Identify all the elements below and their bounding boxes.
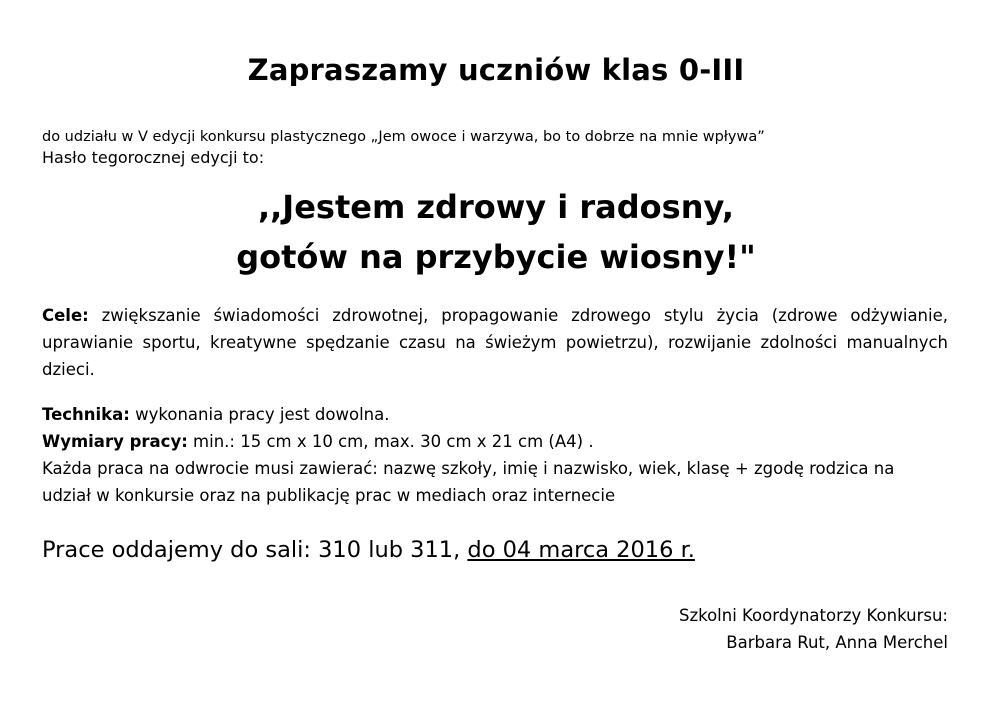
page-title: Zapraszamy uczniów klas 0-III: [247, 53, 745, 87]
slogan-lead-line: Hasło tegorocznej edycji to:: [42, 148, 265, 167]
technique-line: [42, 401, 948, 428]
technique-label: Technika:: [42, 405, 130, 424]
slogan-line-2: gotów na przybycie wiosny!": [236, 238, 756, 276]
deadline-line: [42, 533, 695, 567]
requirements-text: Każda praca na odwrocie musi zawierać: nazwę szkoły, imię i nazwisko, wiek, klasę + zgodę rodzica na udział w konkursie oraz na publikację prac w mediach oraz internecie: [42, 459, 895, 505]
dimensions-label: Wymiary pracy:: [42, 432, 188, 451]
coordinators-heading: Szkolni Koordynatorzy Konkursu:: [678, 606, 948, 625]
slogan: [0, 182, 992, 282]
intro-line: do udziału w V edycji konkursu plastycznego „Jem owoce i warzywa, bo to dobrze na mnie wpływa”: [42, 129, 765, 145]
dimensions-line: [42, 428, 948, 455]
goals-label: Cele:: [42, 306, 89, 325]
goals-paragraph: [42, 302, 948, 383]
deadline-date: do 04 marca 2016 r.: [467, 537, 695, 563]
intro-block: [42, 127, 765, 169]
coordinators-names: Barbara Rut, Anna Merchel: [726, 633, 948, 652]
coordinators-block: [679, 602, 948, 656]
deadline-text: Prace oddajemy do sali: 310 lub 311,: [42, 537, 468, 563]
dimensions-text: min.: 15 cm x 10 cm, max. 30 cm x 21 cm (A4) .: [187, 432, 594, 451]
goals-text: zwiększanie świadomości zdrowotnej, propagowanie zdrowego stylu życia (zdrowe odżywianie, uprawianie sportu, kreatywne spędzanie czasu na świeżym powietrzu), rozwijanie zdolności manualnych dzieci.: [42, 306, 948, 379]
slogan-line-1: ,,Jestem zdrowy i radosny,: [257, 188, 735, 226]
details-block: [42, 401, 948, 509]
technique-text: wykonania pracy jest dowolna.: [129, 405, 390, 424]
